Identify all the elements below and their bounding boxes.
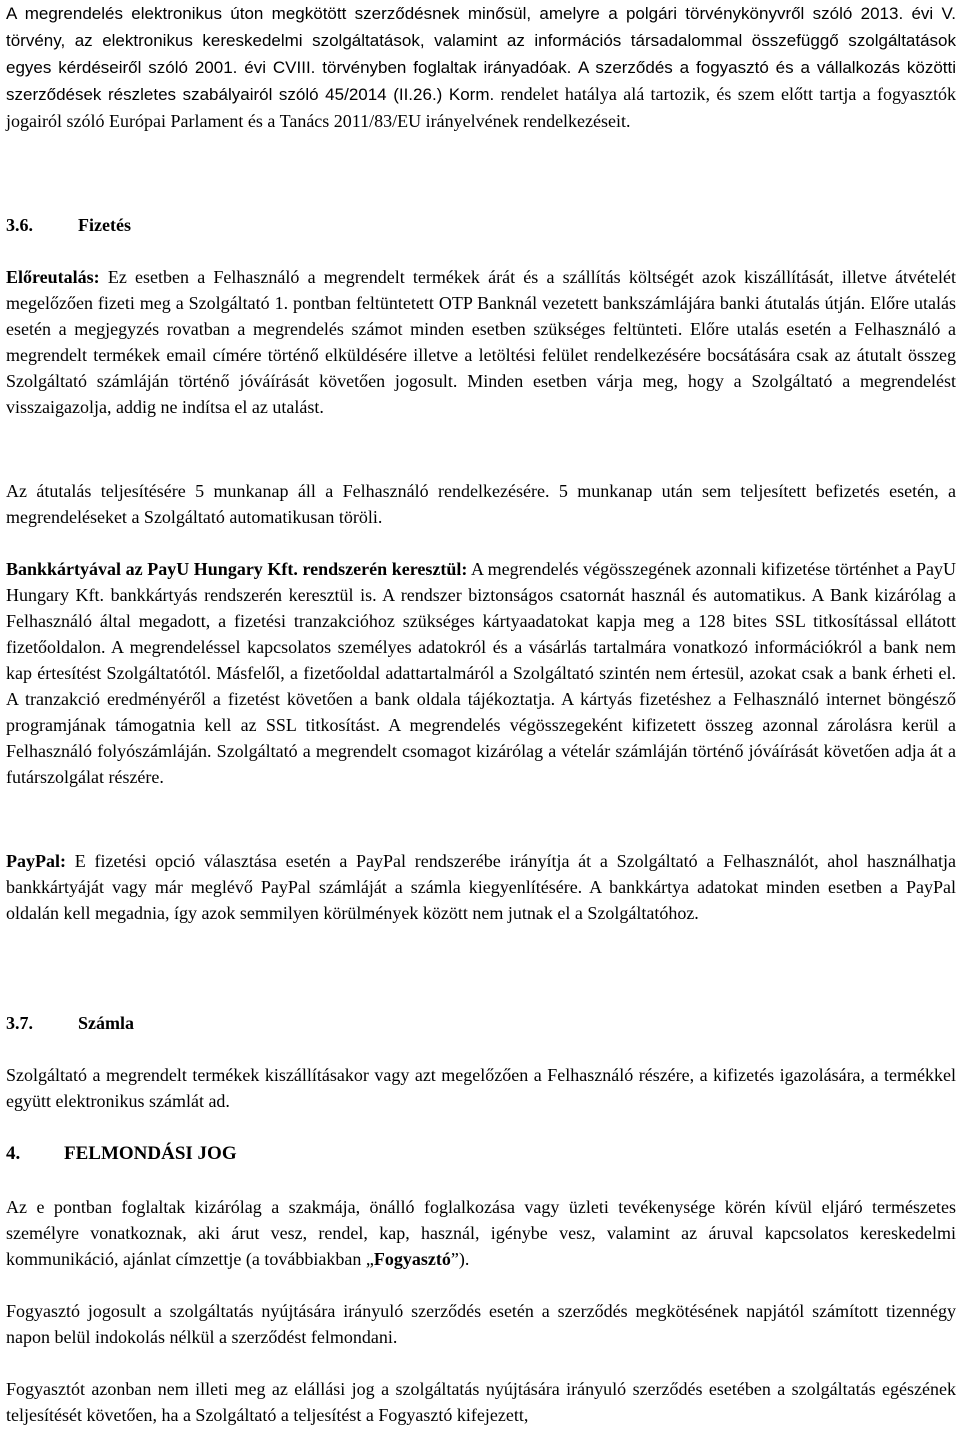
atutalas-paragraph: Az átutalás teljesítésére 5 munkanap áll a Felhasználó rendelkezésére. 5 munkanap után sem teljesített befizetés esetén, a megrendeléseket a Szolgáltató automatikusan töröli. — [6, 481, 956, 527]
intro-sentence-3: rendelet hatálya alá tartozik, és szem előtt tartja a fogyasztók jogairól szóló Európai Parlament és a Tanács 2011/83/EU irányelvének rendelkezéseit. — [6, 84, 956, 131]
section-title: FELMONDÁSI JOG — [64, 1143, 237, 1164]
section-title: Számla — [78, 1013, 134, 1033]
eloreutalas-text: Ez esetben a Felhasználó a megrendelt termékek árát és a szállítás költségét azok kiszállítását, illetve átvételét megelőzően fizeti meg a Szolgáltató 1. pontban feltüntetett OTP Banknál vezetett bankszámlájára banki átutalás útján. Előre utalás esetén a megjegyzés rovatban a megrendelés számot minden esetben szükséges feltünteti. Előre utalás esetén a Felhasználó a megrendelt termékek email címére történő elküldésére illetve a letöltési felület rendelkezésére bocsátására csak az átutalt összeg Szolgáltató számláján történő jóváírását követően jogosult. Minden esetben várja meg, hogy a Szolgáltató a megrendelést visszaigazolja, addig ne indítsa el az utalást. — [6, 267, 956, 417]
fogyaszto-definition-text: Az e pontban foglaltak kizárólag a szakmája, önálló foglalkozása vagy üzleti tevékenysége körén kívül eljáró természetes személyre vonatkoznak, aki árut vesz, rendel, kap, használ, igénybe vesz, valamint az áruval kapcsolatos kereskedelmi kommunikáció, ajánlat címzettje (a továbbiakban „ — [6, 1197, 956, 1269]
section-title: Fizetés — [78, 215, 131, 235]
bankkartya-label: Bankkártyával az PayU Hungary Kft. rendszerén keresztül: — [6, 559, 468, 579]
paypal-paragraph — [6, 848, 956, 926]
section-number: 3.7. — [6, 1013, 33, 1033]
section-heading-fizetes — [6, 212, 131, 238]
intro-sentence-2: A szerződés a fogyasztó és a vállalkozás közötti szerződések részletes szabályairól szóló 45/2014 (II.26.) Korm. — [6, 58, 956, 104]
felmondasi-jogosult-paragraph: Fogyasztó jogosult a szolgáltatás nyújtására irányuló szerződés esetén a szerződés megkötésének napjától számított tizennégy napon belül indokolás nélkül a szerződést felmondani. — [6, 1301, 956, 1347]
intro-paragraph — [6, 0, 956, 134]
eloreutalas-label: Előreutalás: — [6, 267, 100, 287]
fogyaszto-definition-end: ”). — [450, 1249, 470, 1269]
fogyaszto-definition-paragraph — [6, 1194, 956, 1272]
section-heading-szamla — [6, 1010, 134, 1036]
eloreutalas-paragraph — [6, 264, 956, 420]
fogyaszto-term: Fogyasztó — [373, 1249, 451, 1269]
section-number: 3.6. — [6, 215, 33, 235]
intro-sentence-1: A megrendelés elektronikus úton megkötött szerződésnek minősül, amelyre a polgári törvénykönyvről szóló 2013. évi V. törvény, az elektronikus kereskedelmi szolgáltatások, valamint az információs társadalommal összefüggő szolgáltatások egyes kérdéseiről szóló 2001. évi CVIII. törvényben foglaltak irányadóak. — [6, 4, 956, 77]
paypal-text: E fizetési opció választása esetén a PayPal rendszerébe irányítja át a Szolgáltató a Felhasználót, ahol használhatja bankkártyáját vagy már meglévő PayPal számláját a számla kiegyenlítésére. A bankkártya adatokat minden esetben a PayPal oldalán kell megadnia, így azok semmilyen körülmények között nem jutnak el a Szolgáltatóhoz. — [6, 851, 956, 923]
szamla-paragraph: Szolgáltató a megrendelt termékek kiszállításakor vagy azt megelőzően a Felhasználó részére, a kifizetés igazolására, a termékkel együtt elektronikus számlát ad. — [6, 1065, 956, 1111]
elallasi-jog-paragraph: Fogyasztót azonban nem illeti meg az elállási jog a szolgáltatás nyújtására irányuló szerződés esetében a szolgáltatás egészének teljesítését követően, ha a Szolgáltató a teljesítést a Fogyasztó kifejezett, — [6, 1379, 956, 1425]
bankkartya-text: A megrendelés végösszegének azonnali kifizetése történhet a PayU Hungary Kft. bankkártyás rendszerén keresztül is. A rendszer biztonságos csatornát használ és automatikus. A Bank kizárólag a Felhasználó által megadott, a fizetési tranzakcióhoz szükséges kártyaadatokat kapja meg a 128 bites SSL titkosítással ellátott fizetőoldalon. A megrendeléssel kapcsolatos személyes adatokról és a vásárlás tartalmára vonatkozó információkról a bank nem kap értesítést Szolgáltatótól. Másfelől, a fizetőoldal adattartalmáról a Szolgáltató szintén nem értesül, azokat csak a bank érheti el. A tranzakció eredményéről a fizetést követően a bank oldala tájékoztatja. A kártyás fizetéshez a Felhasználó internet böngésző programjának támogatnia kell az SSL titkosítást. A megrendelés végösszegeként kifizetett összeg azonnal zárolásra kerül a Felhasználó folyószámláján. Szolgáltató a megrendelt csomagot kizárólag a vételár számláján történő jóváírását követően adja át a futárszolgálat részére. — [6, 559, 956, 787]
section-heading-felmondasi-jog — [6, 1141, 237, 1167]
section-number: 4. — [6, 1143, 21, 1164]
paypal-label: PayPal: — [6, 851, 66, 871]
bankkartya-paragraph — [6, 556, 956, 790]
